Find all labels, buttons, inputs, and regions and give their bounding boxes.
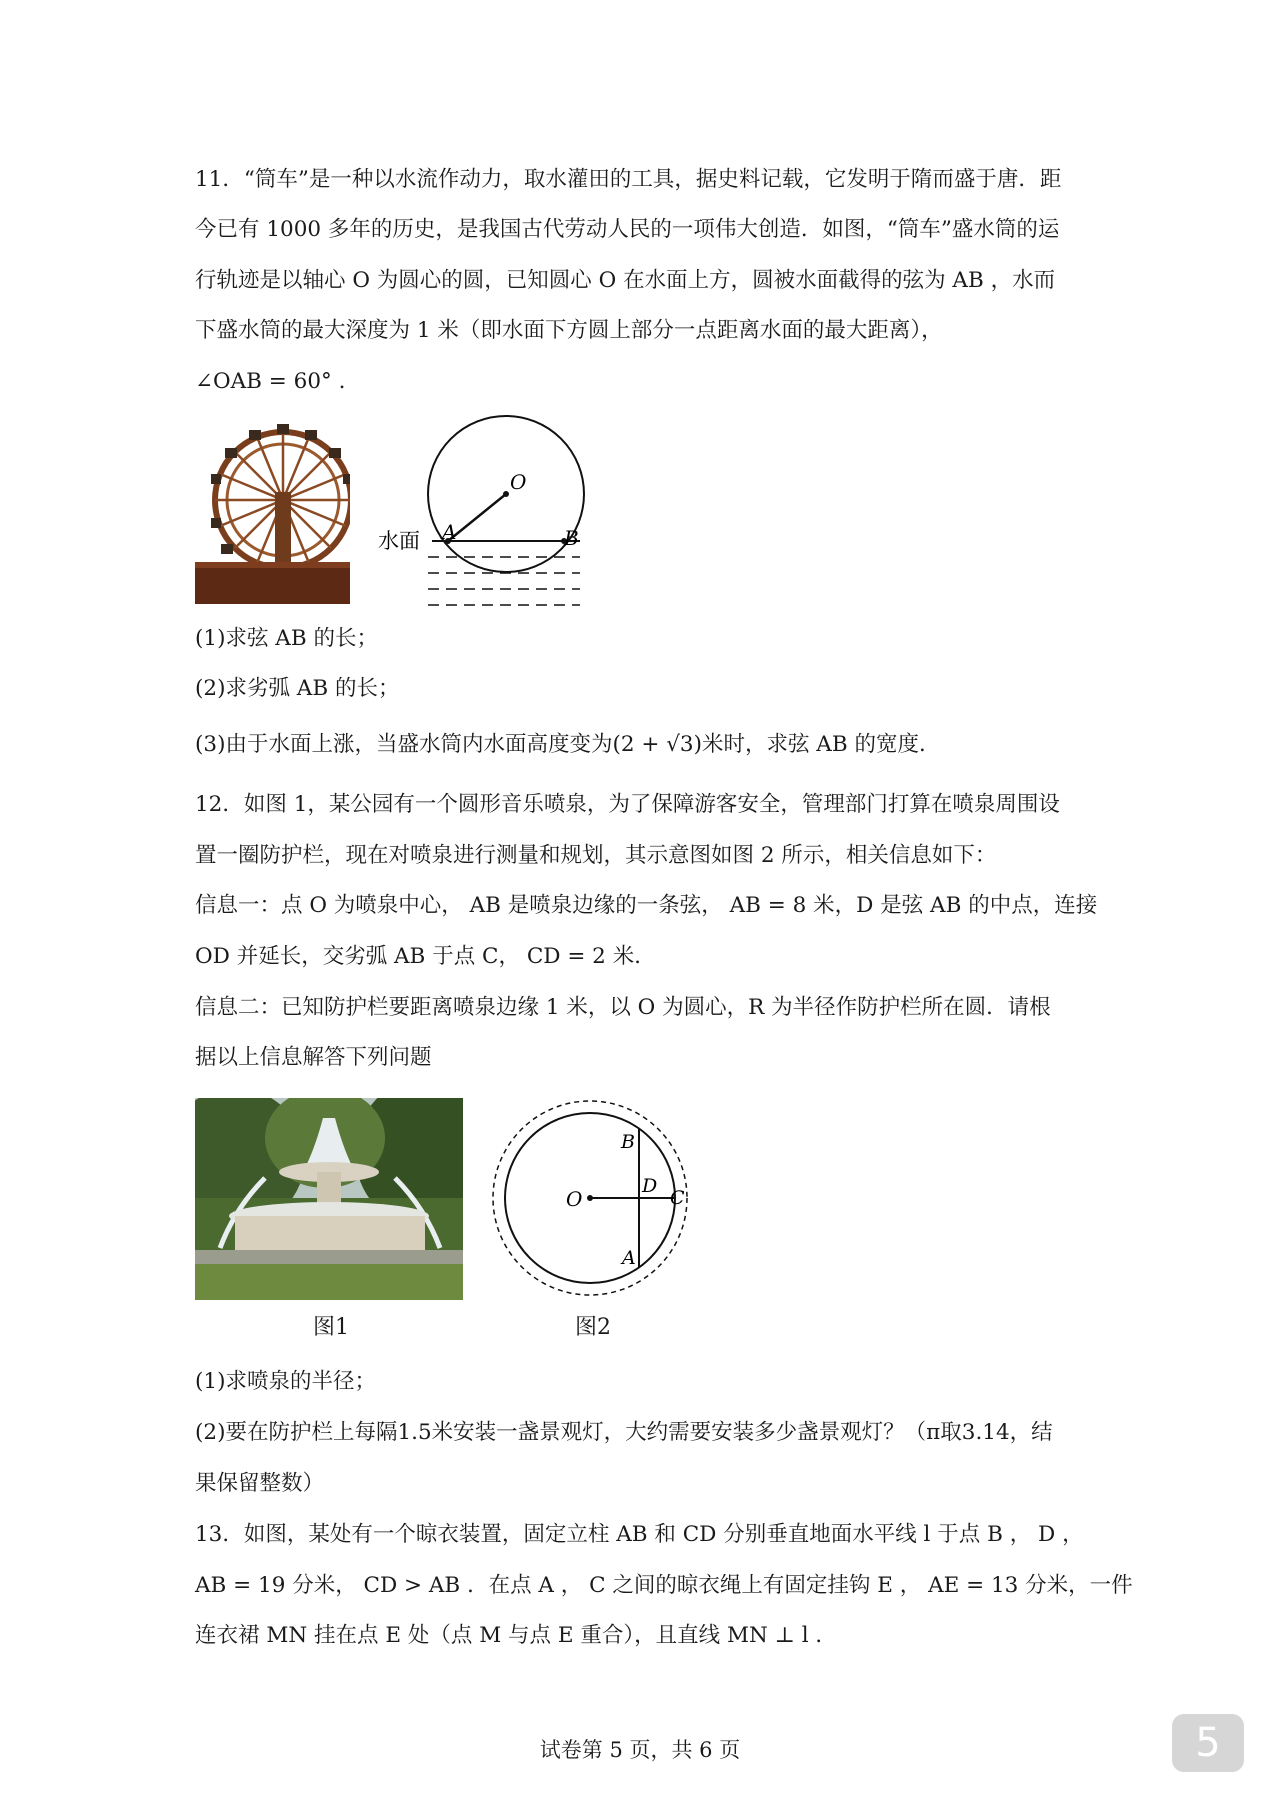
q11-line-5: ∠OAB = 60° . bbox=[195, 369, 346, 394]
q12-part-2-cont: 果保留整数） bbox=[195, 1471, 325, 1496]
q11-line-2: 今已有 1000 多年的历史，是我国古代劳动人民的一项伟大创造．如图，“筒车”盛水筒的运 bbox=[195, 217, 1060, 242]
label-a: A bbox=[622, 1247, 636, 1269]
point-o bbox=[503, 491, 509, 497]
label-c: C bbox=[670, 1187, 685, 1209]
q11-line-1: 11．“筒车”是一种以水流作动力，取水灌田的工具，据史料记载，它发明于隋而盛于唐．距 bbox=[195, 167, 1062, 192]
q13-line-3: 连衣裙 MN 挂在点 E 处（点 M 与点 E 重合），且直线 MN ⊥ l ． bbox=[195, 1623, 837, 1648]
q12-line-5: 信息二：已知防护栏要距离喷泉边缘 1 米，以 O 为圆心，R 为半径作防护栏所在圆．请根 bbox=[195, 995, 1051, 1020]
q11-part-1: (1)求弦 AB 的长； bbox=[195, 626, 378, 651]
q12-part-1: (1)求喷泉的半径； bbox=[195, 1369, 376, 1394]
label-b: B bbox=[564, 526, 579, 550]
label-b: B bbox=[621, 1131, 635, 1153]
point-o bbox=[587, 1195, 593, 1201]
q12-circle-diagram bbox=[484, 1092, 696, 1304]
q12-line-2: 置一圈防护栏，现在对喷泉进行测量和规划，其示意图如图 2 所示，相关信息如下： bbox=[195, 843, 997, 868]
q12-line-3: 信息一：点 O 为喷泉中心， AB 是喷泉边缘的一条弦， AB = 8 米，D 是弦 AB 的中点，连接 bbox=[195, 893, 1098, 918]
q11-circle-diagram bbox=[370, 415, 590, 610]
q12-line-1: 12．如图 1，某公园有一个圆形音乐喷泉，为了保障游客安全，管理部门打算在喷泉周围设 bbox=[195, 792, 1060, 817]
q11-line-3: 行轨迹是以轴心 O 为圆心的圆，已知圆心 O 在水面上方，圆被水面截得的弦为 AB ，水而 bbox=[195, 268, 1056, 293]
wheel-base bbox=[195, 562, 350, 604]
page-footer: 试卷第 5 页，共 6 页 bbox=[539, 1738, 741, 1762]
q12-line-6: 据以上信息解答下列问题 bbox=[195, 1045, 432, 1070]
q12-line-4: OD 并延长，交劣弧 AB 于点 C， CD = 2 米． bbox=[195, 944, 656, 969]
q13-line-1: 13．如图，某处有一个晾衣装置，固定立柱 AB 和 CD 分别垂直地面水平线 l 于点 B ， D ， bbox=[195, 1522, 1084, 1547]
label-o: O bbox=[566, 1187, 583, 1211]
label-d: D bbox=[642, 1175, 658, 1197]
q11-part-3: (3)由于水面上涨，当盛水筒内水面高度变为(2 + √3)米时，求弦 AB 的宽度． bbox=[195, 732, 941, 757]
q13-line-2: AB = 19 分米， CD > AB ．在点 A ， C 之间的晾衣绳上有固定挂钩 E ， AE = 13 分米，一件 bbox=[195, 1573, 1133, 1598]
figure-1-caption: 图1 bbox=[313, 1315, 349, 1340]
radius-oa bbox=[448, 494, 506, 541]
figure-2-caption: 图2 bbox=[575, 1315, 611, 1340]
q12-part-2: (2)要在防护栏上每隔1.5米安装一盏景观灯，大约需要安装多少盏景观灯？（π取3.14，结 bbox=[195, 1420, 1053, 1445]
label-o: O bbox=[510, 470, 527, 494]
label-a: A bbox=[442, 520, 457, 544]
label-water-surface: 水面 bbox=[378, 529, 420, 553]
page-number-badge[interactable]: 5 bbox=[1172, 1714, 1244, 1772]
fountain-photo bbox=[195, 1098, 463, 1300]
q11-line-4: 下盛水筒的最大深度为 1 米（即水面下方圆上部分一点距离水面的最大距离）， bbox=[195, 318, 943, 343]
q11-part-2: (2)求劣弧 AB 的长； bbox=[195, 676, 400, 701]
water-dashes bbox=[428, 557, 580, 605]
water-wheel-photo bbox=[195, 422, 350, 604]
